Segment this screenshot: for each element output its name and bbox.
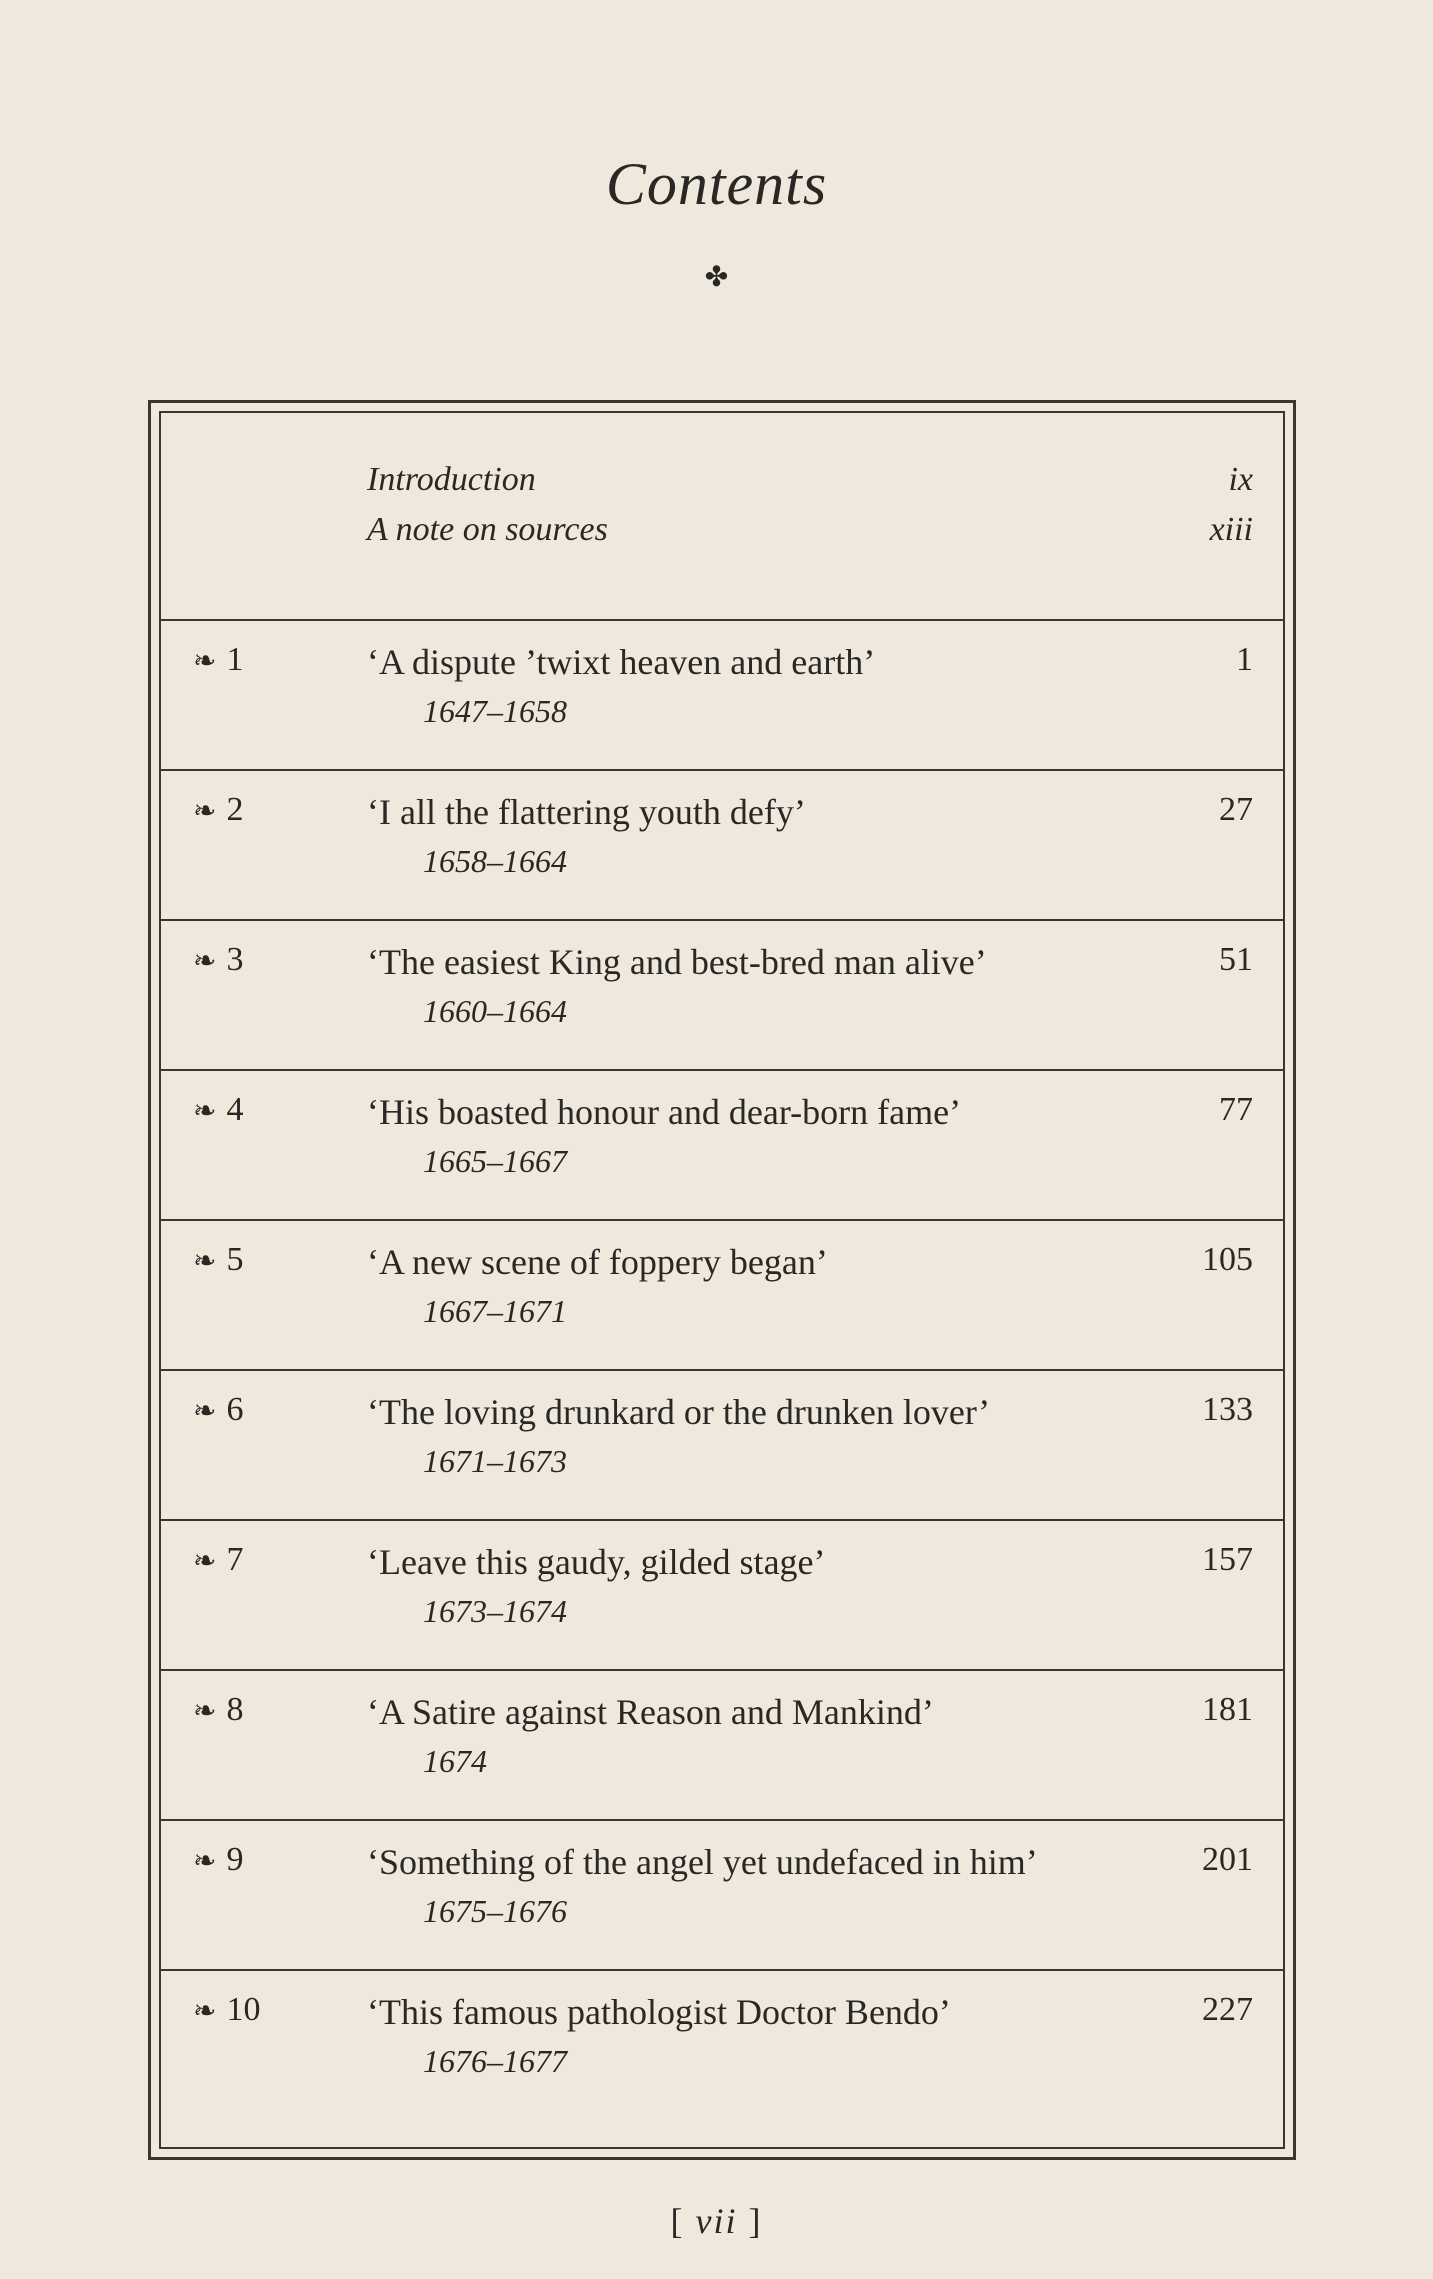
- chapter-row: [161, 1069, 1283, 1219]
- chapter-dates: 1674: [423, 1743, 487, 1779]
- chapter-page: 1: [1236, 641, 1253, 678]
- chapter-page: 201: [1202, 1841, 1253, 1878]
- chapter-marker: [193, 1541, 243, 1579]
- chapter-dates: 1658–1664: [423, 843, 567, 879]
- chapter-number: 9: [226, 1841, 244, 1878]
- front-matter-label: A note on sources: [367, 511, 608, 548]
- folio-number: vii: [695, 2201, 738, 2241]
- chapter-number: 10: [226, 1991, 261, 2028]
- chapter-row: [161, 1669, 1283, 1819]
- chapter-number: 8: [226, 1691, 244, 1728]
- chapter-marker: [193, 1391, 243, 1429]
- chapter-number: 7: [226, 1541, 244, 1578]
- chapter-page: 27: [1219, 791, 1253, 828]
- chapter-page: 105: [1202, 1241, 1253, 1278]
- chapter-title: ‘Something of the angel yet undefaced in him’: [367, 1842, 1038, 1882]
- chapter-marker: [193, 941, 243, 979]
- chapter-number: 3: [226, 941, 244, 978]
- chapter-title: ‘I all the flattering youth defy’: [367, 792, 806, 832]
- chapter-row: [161, 769, 1283, 919]
- fleuron-ornament-icon: ✤: [704, 262, 729, 293]
- chapter-title: ‘The loving drunkard or the drunken lover’: [367, 1392, 991, 1432]
- chapter-dates: 1675–1676: [423, 1893, 567, 1929]
- chapter-title: ‘The easiest King and best-bred man alive’: [367, 942, 987, 982]
- chapter-page: 133: [1202, 1391, 1253, 1428]
- chapter-number: 4: [226, 1091, 244, 1128]
- chapter-marker: [193, 1691, 243, 1729]
- page-folio: [ vii ]: [670, 2201, 763, 2241]
- chapter-page: 51: [1219, 941, 1253, 978]
- fleuron-icon: ❧: [193, 1996, 217, 2027]
- fleuron-icon: ❧: [193, 946, 217, 977]
- chapter-number: 1: [226, 641, 244, 678]
- chapter-row: [161, 1519, 1283, 1669]
- chapter-row: [161, 619, 1283, 769]
- front-matter-item: [367, 511, 1253, 561]
- front-matter-page: xiii: [1209, 511, 1253, 548]
- fleuron-icon: ❧: [193, 1096, 217, 1127]
- chapter-dates: 1671–1673: [423, 1443, 567, 1479]
- chapter-number: 6: [226, 1391, 244, 1428]
- fleuron-icon: ❧: [193, 1546, 217, 1577]
- chapter-title: ‘His boasted honour and dear-born fame’: [367, 1092, 962, 1132]
- chapter-dates: 1647–1658: [423, 693, 567, 729]
- chapter-marker: [193, 791, 243, 829]
- fleuron-icon: ❧: [193, 646, 217, 677]
- chapter-row: [161, 919, 1283, 1069]
- front-matter-item: [367, 461, 1253, 511]
- chapter-row: [161, 1819, 1283, 1969]
- chapter-marker: [193, 1241, 243, 1279]
- chapter-row: [161, 1369, 1283, 1519]
- fleuron-icon: ❧: [193, 796, 217, 827]
- page-title: Contents: [605, 151, 828, 217]
- chapter-marker: [193, 1991, 260, 2029]
- chapter-title: ‘A dispute ’twixt heaven and earth’: [367, 642, 876, 682]
- chapter-dates: 1676–1677: [423, 2043, 567, 2079]
- chapter-dates: 1673–1674: [423, 1593, 567, 1629]
- fleuron-icon: ❧: [193, 1396, 217, 1427]
- chapter-dates: 1665–1667: [423, 1143, 567, 1179]
- chapter-page: 77: [1219, 1091, 1253, 1128]
- contents-table: [159, 411, 1285, 2149]
- chapter-marker: [193, 641, 243, 679]
- chapter-number: 2: [226, 791, 244, 828]
- fleuron-icon: ❧: [193, 1246, 217, 1277]
- chapter-title: ‘Leave this gaudy, gilded stage’: [367, 1542, 826, 1582]
- chapter-page: 227: [1202, 1991, 1253, 2028]
- chapter-title: ‘A new scene of foppery began’: [367, 1242, 828, 1282]
- front-matter-page: ix: [1228, 461, 1253, 498]
- fleuron-icon: ❧: [193, 1696, 217, 1727]
- chapter-title: ‘A Satire against Reason and Mankind’: [367, 1692, 934, 1732]
- fleuron-icon: ❧: [193, 1846, 217, 1877]
- front-matter-label: Introduction: [367, 461, 536, 498]
- chapter-dates: 1660–1664: [423, 993, 567, 1029]
- chapter-number: 5: [226, 1241, 244, 1278]
- contents-frame: [148, 400, 1296, 2160]
- chapter-page: 157: [1202, 1541, 1253, 1578]
- chapter-marker: [193, 1841, 243, 1879]
- chapter-marker: [193, 1091, 243, 1129]
- chapter-row: [161, 1969, 1283, 2119]
- chapter-row: [161, 1219, 1283, 1369]
- chapter-title: ‘This famous pathologist Doctor Bendo’: [367, 1992, 951, 2032]
- front-matter-section: [161, 413, 1283, 619]
- chapter-dates: 1667–1671: [423, 1293, 567, 1329]
- chapter-page: 181: [1202, 1691, 1253, 1728]
